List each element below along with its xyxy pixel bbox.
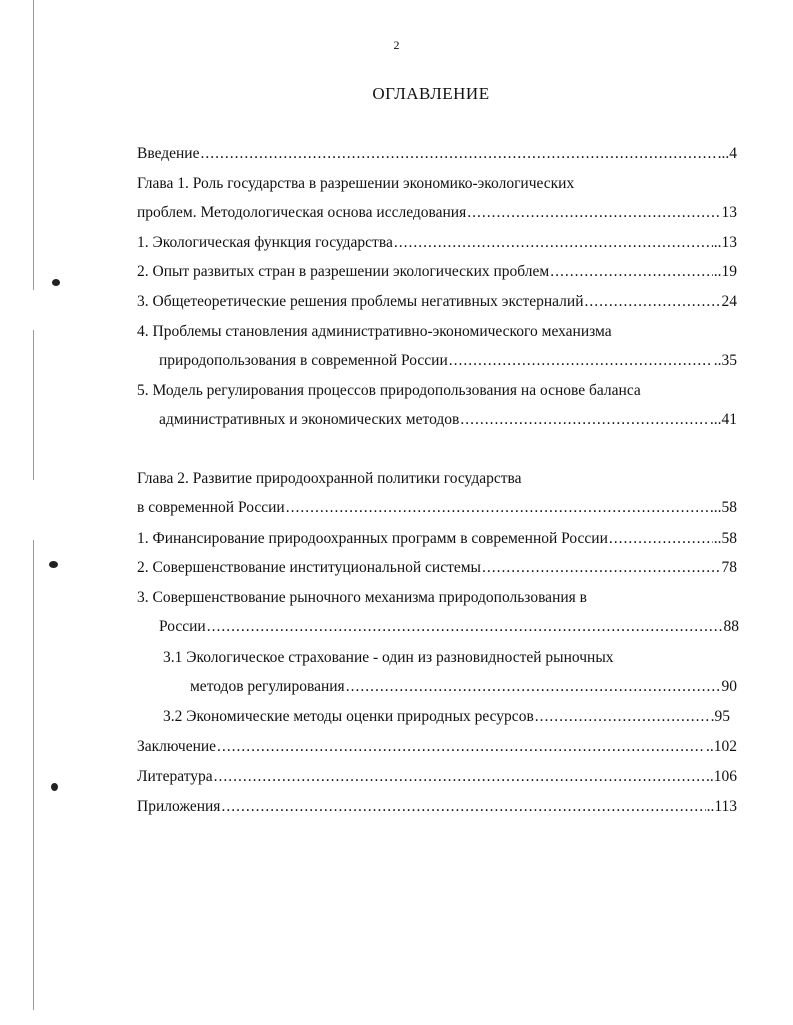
toc-page-number: ..106	[706, 768, 737, 785]
toc-page-number: ..13	[713, 234, 737, 251]
dot-leader	[346, 677, 721, 697]
toc-entry-text: 2. Совершенствование институциональной системы	[137, 559, 481, 576]
toc-page-number: ..113	[706, 798, 737, 815]
toc-entry-text: в современной России	[137, 499, 285, 516]
toc-chapter-1-heading: Глава 1. Роль государства в разрешении экономико-экологических	[137, 175, 575, 192]
toc-page-number: ...41	[709, 411, 737, 428]
toc-chapter-2-heading: Глава 2. Развитие природоохранной политики государства	[137, 470, 522, 487]
scan-edge-line	[33, 540, 34, 1010]
toc-page-number: 24	[721, 293, 737, 310]
toc-entry-text: 2. Опыт развитых стран в разрешении экологических проблем	[137, 263, 550, 280]
toc-section-2-3-heading: 3. Совершенствование рыночного механизма природопользования в	[137, 589, 587, 606]
toc-entry-conclusion	[137, 737, 737, 757]
toc-entry-text: проблем. Методологическая основа исследования	[137, 204, 467, 221]
toc-entry-appendices	[137, 797, 737, 817]
dot-leader	[207, 617, 723, 637]
toc-entry-text: России	[159, 618, 206, 635]
toc-page-number: ..58	[713, 530, 737, 547]
toc-page-number: ...4	[717, 145, 737, 162]
toc-entry-text: методов регулирования	[190, 678, 345, 695]
toc-page-number: 90	[721, 678, 737, 695]
toc-page-number: 78	[721, 559, 737, 576]
dot-leader	[550, 262, 713, 282]
toc-entry-references	[137, 767, 737, 787]
toc-section-1-4-heading: 4. Проблемы становления административно-экономического механизма	[137, 323, 612, 340]
ink-speck	[51, 783, 58, 791]
toc-section-1-5-heading: 5. Модель регулирования процессов природопользования на основе баланса	[137, 382, 641, 399]
toc-section-1-1	[137, 233, 737, 253]
dot-leader	[221, 797, 705, 817]
toc-chapter-1	[137, 203, 737, 223]
toc-page-number: .95	[710, 708, 730, 725]
toc-entry-introduction	[137, 144, 737, 164]
toc-title: ОГЛАВЛЕНИЕ	[372, 84, 490, 103]
toc-page-number: ..102	[706, 738, 737, 755]
toc-section-1-5	[159, 410, 737, 430]
toc-subsection-3-2	[163, 707, 730, 727]
dot-leader	[467, 203, 720, 223]
dot-leader	[449, 351, 713, 371]
dot-leader	[482, 558, 721, 578]
dot-leader	[585, 292, 721, 312]
toc-entry-text: административных и экономических методов	[159, 411, 460, 428]
toc-entry-text: Заключение	[137, 738, 217, 755]
toc-page-number: ..19	[713, 263, 737, 280]
dot-leader	[460, 410, 709, 430]
toc-page-number: 88	[723, 618, 739, 635]
scan-edge-line	[33, 330, 34, 480]
toc-section-2-3	[159, 617, 739, 637]
toc-section-2-1	[137, 529, 737, 549]
toc-subsection-3-1	[190, 677, 737, 697]
dot-leader	[217, 737, 705, 757]
toc-page-number: ..35	[713, 352, 737, 369]
dot-leader	[200, 144, 716, 164]
toc-chapter-2	[137, 498, 737, 518]
toc-page-number: ..58	[713, 499, 737, 516]
dot-leader	[286, 498, 713, 518]
toc-entry-text: Введение	[137, 145, 200, 162]
ink-speck	[49, 561, 58, 568]
toc-section-1-2	[137, 262, 737, 282]
toc-entry-text: 1. Экологическая функция государства	[137, 234, 393, 251]
toc-entry-text: Приложения	[137, 798, 221, 815]
toc-entry-text: Литература	[137, 768, 213, 785]
toc-entry-text: 1. Финансирование природоохранных программ в современной России	[137, 530, 608, 547]
toc-entry-text: 3.2 Экономические методы оценки природных ресурсов	[163, 708, 534, 725]
dot-leader	[609, 529, 713, 549]
dot-leader	[394, 233, 713, 253]
dot-leader	[214, 767, 705, 787]
toc-section-2-2	[137, 558, 737, 578]
toc-section-1-4	[159, 351, 737, 371]
toc-subsection-3-1-heading: 3.1 Экологическое страхование - один из разновидностей рыночных	[163, 649, 614, 666]
toc-entry-text: природопользования в современной России	[159, 352, 448, 369]
toc-page-number: 13	[721, 204, 737, 221]
toc-section-1-3	[137, 292, 737, 312]
page-number: 2	[393, 38, 400, 52]
ink-speck	[52, 279, 60, 286]
toc-entry-text: 3. Общетеоретические решения проблемы негативных экстерналий	[137, 293, 584, 310]
dot-leader	[535, 707, 710, 727]
